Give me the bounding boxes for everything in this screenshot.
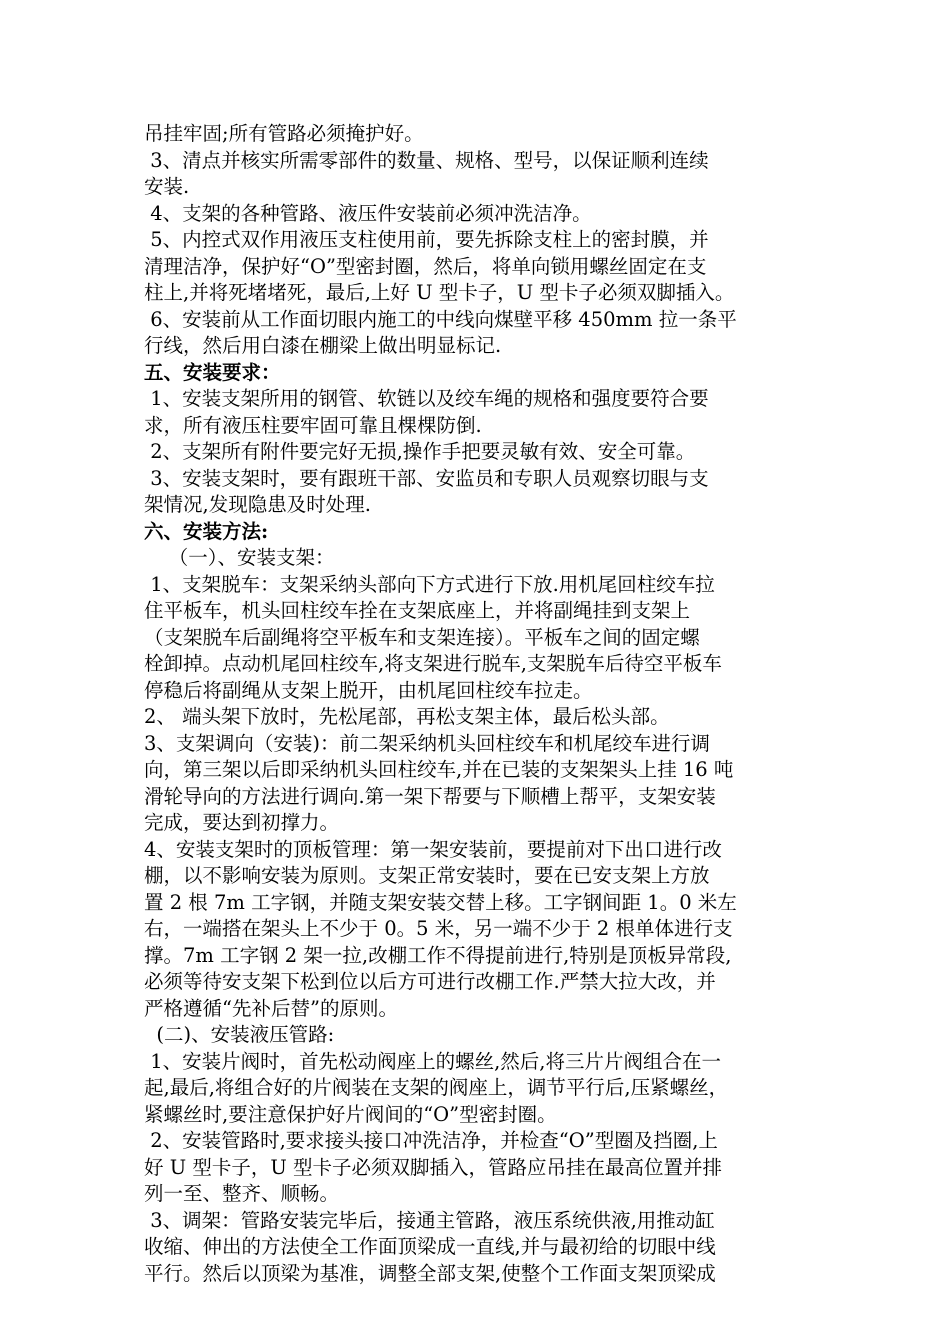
text-line: 4、安装支架时的顶板管理：第一架安装前，要提前对下出口进行改: [144, 837, 722, 861]
text-line: (二)、安装液压管路:: [144, 1023, 335, 1046]
text-line: 栓卸掉。点动机尾回柱绞车,将支架进行脱车,支架脱车后待空平板车: [144, 652, 722, 675]
text-line: 3、清点并核实所需零部件的数量、规格、型号，以保证顺利连续: [144, 148, 709, 172]
text-line: 行线，然后用白漆在棚梁上做出明显标记.: [144, 334, 502, 357]
text-line: 列一至、整齐、顺畅。: [144, 1182, 340, 1205]
text-line: 停稳后将副绳从支架上脱开，由机尾回柱绞车拉走。: [144, 678, 593, 702]
text-line: 右，一端搭在架头上不少于 0。5 米，另一端不少于 2 根单体进行支: [144, 917, 733, 940]
text-line: 1、安装支架所用的钢管、软链以及绞车绳的规格和强度要符合要: [144, 387, 709, 410]
text-line: 1、安装片阀时，首先松动阀座上的螺丝,然后,将三片片阀组合在一: [144, 1049, 722, 1073]
text-line: 柱上,并将死堵堵死，最后,上好 U 型卡子，U 型卡子必须双脚插入。: [144, 281, 735, 304]
text-line: 棚，以不影响安装为原则。支架正常安装时，要在已安支架上方放: [144, 864, 710, 887]
text-line: 完成，要达到初撑力。: [144, 811, 340, 834]
text-line: 3、安装支架时，要有跟班干部、安监员和专职人员观察切眼与支: [144, 466, 709, 490]
text-line: （一）、安装支架：: [144, 546, 335, 569]
text-line: 滑轮导向的方法进行调向.第一架下帮要与下顺槽上帮平，支架安装: [144, 784, 716, 808]
text-line: 3、调架：管路安装完毕后，接通主管路，液压系统供液,用推动缸: [144, 1208, 715, 1232]
text-line: 5、内控式双作用液压支柱使用前，要先拆除支柱上的密封膜，并: [144, 228, 709, 251]
section-heading: 五、安装要求：: [144, 360, 281, 384]
document-body: [144, 121, 820, 1287]
text-line: 3、支架调向（安装)：前二架采纳机头回柱绞车和机尾绞车进行调: [144, 731, 711, 755]
text-line: 紧螺丝时,要注意保护好片阀间的“O”型密封圈。: [144, 1102, 557, 1126]
text-line: 2、支架所有附件要完好无损,操作手把要灵敏有效、安全可靠。: [144, 440, 696, 463]
text-line: 吊挂牢固;所有管路必须掩护好。: [144, 122, 424, 145]
text-line: 架情况,发现隐患及时处理.: [144, 493, 371, 516]
text-line: 2、安装管路时,要求接头接口冲洗洁净，并检查“O”型圈及挡圈,上: [144, 1129, 718, 1152]
text-line: 严格遵循“先补后替”的原则。: [144, 996, 398, 1020]
text-line: 起,最后,将组合好的片阀装在支架的阀座上，调节平行后,压紧螺丝，: [144, 1076, 729, 1099]
text-line: （支架脱车后副绳将空平板车和支架连接）。平板车之间的固定螺: [144, 625, 700, 649]
text-line: 6、安装前从工作面切眼内施工的中线向煤壁平移 450mm 拉一条平: [144, 307, 737, 331]
text-line: 好 U 型卡子，U 型卡子必须双脚插入，管路应吊挂在最高位置并排: [144, 1155, 722, 1179]
text-line: 必须等待安支架下松到位以后方可进行改棚工作.严禁大拉大改，并: [144, 970, 716, 993]
text-line: 清理洁净，保护好“O”型密封圈，然后，将单向锁用螺丝固定在支: [144, 254, 707, 278]
text-line: 置 2 根 7m 工字钢，并随支架安装交替上移。工字钢间距 1。0 米左: [144, 890, 737, 914]
text-line: 平行。然后以顶梁为基准，调整全部支架,使整个工作面支架顶梁成: [144, 1261, 716, 1285]
text-line: 求，所有液压柱要牢固可靠且棵棵防倒.: [144, 413, 482, 437]
text-line: 2、 端头架下放时，先松尾部，再松支架主体，最后松头部。: [144, 705, 670, 728]
text-line: 4、支架的各种管路、液压件安装前必须冲洗洁净。: [144, 201, 592, 225]
section-heading: 六、安装方法:: [144, 519, 269, 543]
text-line: 收缩、伸出的方法使全工作面顶梁成一直线,并与最初给的切眼中线: [144, 1235, 716, 1258]
text-line: 住平板车，机头回柱绞车拴在支架底座上，并将副绳挂到支架上: [144, 599, 691, 622]
text-line: 安装.: [144, 175, 190, 198]
text-line: 撑。7m 工字钢 2 架一拉,改棚工作不得提前进行,特别是顶板异常段,: [144, 943, 732, 967]
text-line: 向，第三架以后即采纳机头回柱绞车,并在已装的支架架头上挂 16 吨: [144, 758, 734, 781]
text-line: 1、支架脱车：支架采纳头部向下方式进行下放.用机尾回柱绞车拉: [144, 572, 715, 596]
